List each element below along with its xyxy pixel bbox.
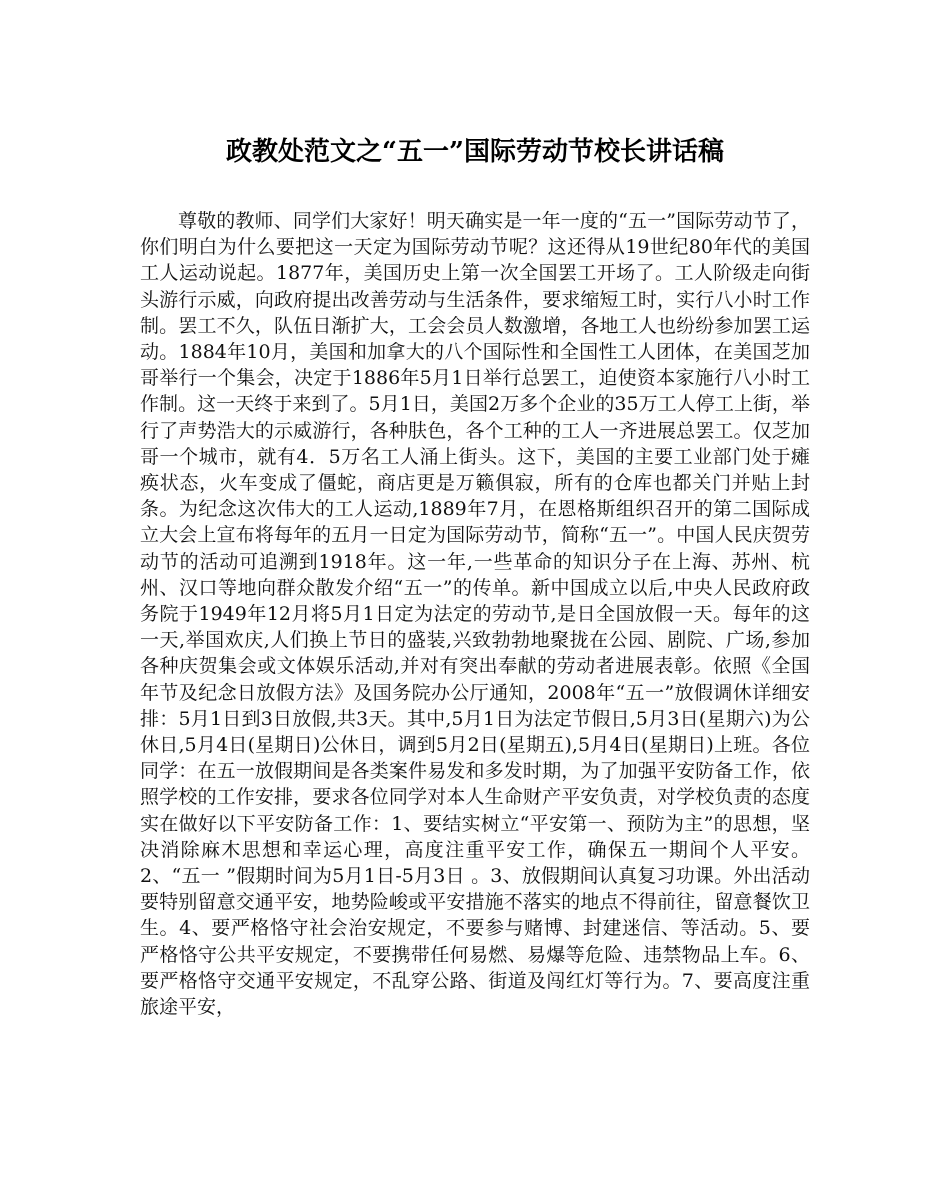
document-title: 政教处范文之“五一”国际劳动节校长讲话稿 — [226, 137, 724, 167]
document-body-paragraph: 尊敬的教师、同学们大家好！明天确实是一年一度的“五一”国际劳动节了，你们明白为什么要把这一天定为国际劳动节呢？这还得从19世纪80年代的美国工人运动说起。1877年，美国历史上第一次全国罢工开场了。工人阶级走向街头游行示威，向政府提出改善劳动与生活条件，要求缩短工时，实行八小时工作制。罢工不久，队伍日渐扩大，工会会员人数激增，各地工人也纷纷参加罢工运动。1884年10月，美国和加拿大的八个国际性和全国性工人团体，在美国芝加哥举行一个集会，决定于1886年5月1日举行总罢工，迫使资本家施行八小时工作制。这一天终于来到了。5月1日，美国2万多个企业的35万工人停工上街，举行了声势浩大的示威游行，各种肤色，各个工种的工人一齐进展总罢工。仅芝加哥一个城市，就有4．5万名工人涌上街头。这下，美国的主要工业部门处于瘫痪状态，火车变成了僵蛇，商店更是万籁俱寂，所有的仓库也都关门并贴上封条。为纪念这次伟大的工人运动,1889年7月，在恩格斯组织召开的第二国际成立大会上宣布将每年的五月一日定为国际劳动节，简称“五一”。中国人民庆贺劳动节的活动可追溯到1918年。这一年,一些革命的知识分子在上海、苏州、杭州、汉口等地向群众散发介绍“五一”的传单。新中国成立以后,中央人民政府政务院于1949年12月将5月1日定为法定的劳动节,是日全国放假一天。每年的这一天,举国欢庆,人们换上节日的盛装,兴致勃勃地聚拢在公园、剧院、广场,参加各种庆贺集会或文体娱乐活动,并对有突出奉献的劳动者进展表彰。依照《全国年节及纪念日放假方法》及国务院办公厅通知，2008年“五一”放假调休详细安排：5月1日到3日放假,共3天。其中,5月1日为法定节假日,5月3日(星期六)为公休日,5月4日(星期日)公休日，调到5月2日(星期五),5月4日(星期日)上班。各位同学：在五一放假期间是各类案件易发和多发时期，为了加强平安防备工作，依照学校的工作安排，要求各位同学对本人生命财产平安负责，对学校负责的态度实在做好以下平安防备工作：1、要结实树立“平安第一、预防为主”的思想，坚决消除麻木思想和幸运心理，高度注重平安工作，确保五一期间个人平安。2、“五一 ”假期时间为5月1日-5月3日 。3、放假期间认真复习功课。外出活动要特别留意交通平安，地势险峻或平安措施不落实的地点不得前往，留意餐饮卫生。4、要严格恪守社会治安规定，不要参与赌博、封建迷信、等活动。5、要严格恪守公共平安规定，不要携带任何易燃、易爆等危险、违禁物品上车。6、要严格恪守交通平安规定，不乱穿公路、街道及闯红灯等行为。7、要高度注重旅途平安， — [140, 210, 810, 1019]
